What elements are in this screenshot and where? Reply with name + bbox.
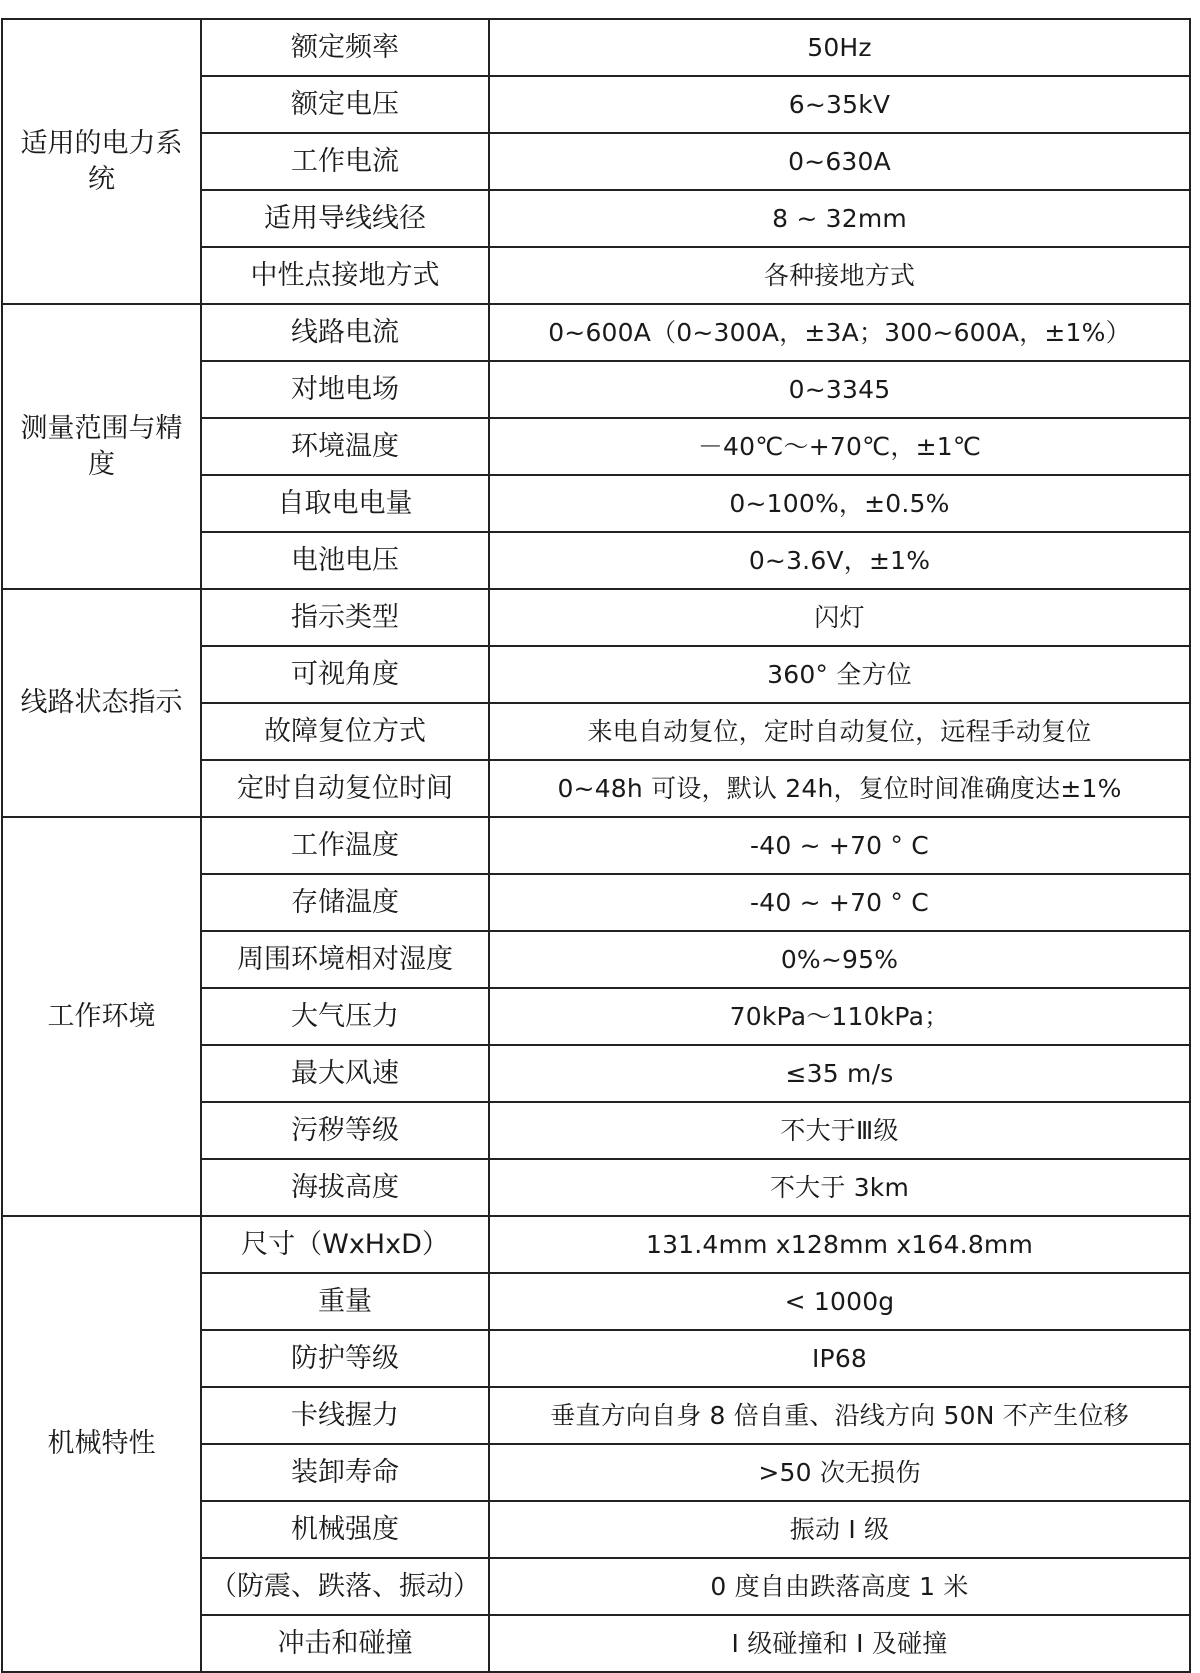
param-value: －40℃～+70℃，±1℃	[489, 418, 1190, 475]
table-row	[2, 1216, 1190, 1273]
param-name: 对地电场	[201, 361, 489, 418]
param-value: IP68	[489, 1330, 1190, 1387]
group-label: 适用的电力系统	[2, 19, 201, 304]
param-name: 冲击和碰撞	[201, 1615, 489, 1672]
param-value: -40 ~ +70 ° C	[489, 874, 1190, 931]
table-row	[2, 817, 1190, 874]
param-name: 尺寸（WxHxD）	[201, 1216, 489, 1273]
param-value: 0~48h 可设，默认 24h，复位时间准确度达±1%	[489, 760, 1190, 817]
param-name: 海拔高度	[201, 1159, 489, 1216]
param-name: 工作电流	[201, 133, 489, 190]
param-value: 70kPa～110kPa；	[489, 988, 1190, 1045]
param-name: 防护等级	[201, 1330, 489, 1387]
param-value: 50Hz	[489, 19, 1190, 76]
group-label: 测量范围与精度	[2, 304, 201, 589]
param-value: < 1000g	[489, 1273, 1190, 1330]
param-name: 中性点接地方式	[201, 247, 489, 304]
param-value: 6~35kV	[489, 76, 1190, 133]
param-value: >50 次无损伤	[489, 1444, 1190, 1501]
param-name: （防震、跌落、振动）	[201, 1558, 489, 1615]
param-value: 0~3345	[489, 361, 1190, 418]
param-value: 0~600A（0~300A，±3A；300~600A，±1%）	[489, 304, 1190, 361]
table-row	[2, 304, 1190, 361]
table-row	[2, 589, 1190, 646]
param-value: ≤35 m/s	[489, 1045, 1190, 1102]
param-value: 0 度自由跌落高度 1 米	[489, 1558, 1190, 1615]
param-name: 污秽等级	[201, 1102, 489, 1159]
param-name: 重量	[201, 1273, 489, 1330]
param-name: 大气压力	[201, 988, 489, 1045]
param-name: 工作温度	[201, 817, 489, 874]
param-value: 振动 I 级	[489, 1501, 1190, 1558]
param-name: 额定电压	[201, 76, 489, 133]
param-name: 环境温度	[201, 418, 489, 475]
param-name: 最大风速	[201, 1045, 489, 1102]
param-value: 0%~95%	[489, 931, 1190, 988]
param-value: 闪灯	[489, 589, 1190, 646]
param-value: I 级碰撞和 I 及碰撞	[489, 1615, 1190, 1672]
param-value: 垂直方向自身 8 倍自重、沿线方向 50N 不产生位移	[489, 1387, 1190, 1444]
param-name: 指示类型	[201, 589, 489, 646]
param-value: 8 ~ 32mm	[489, 190, 1190, 247]
param-value: 0~630A	[489, 133, 1190, 190]
group-label: 工作环境	[2, 817, 201, 1216]
param-name: 电池电压	[201, 532, 489, 589]
param-value: -40 ~ +70 ° C	[489, 817, 1190, 874]
group-label: 线路状态指示	[2, 589, 201, 817]
param-name: 存储温度	[201, 874, 489, 931]
param-name: 故障复位方式	[201, 703, 489, 760]
spec-table-body	[2, 19, 1190, 1672]
param-name: 机械强度	[201, 1501, 489, 1558]
param-value: 131.4mm x128mm x164.8mm	[489, 1216, 1190, 1273]
param-value: 不大于 3km	[489, 1159, 1190, 1216]
param-name: 卡线握力	[201, 1387, 489, 1444]
param-name: 装卸寿命	[201, 1444, 489, 1501]
param-value: 0~100%，±0.5%	[489, 475, 1190, 532]
param-name: 定时自动复位时间	[201, 760, 489, 817]
table-row	[2, 19, 1190, 76]
param-value: 0~3.6V，±1%	[489, 532, 1190, 589]
param-name: 适用导线线径	[201, 190, 489, 247]
param-name: 周围环境相对湿度	[201, 931, 489, 988]
group-label: 机械特性	[2, 1216, 201, 1672]
param-name: 可视角度	[201, 646, 489, 703]
param-value: 不大于Ⅲ级	[489, 1102, 1190, 1159]
param-value: 各种接地方式	[489, 247, 1190, 304]
param-name: 线路电流	[201, 304, 489, 361]
param-value: 360° 全方位	[489, 646, 1190, 703]
spec-table	[1, 18, 1191, 1673]
param-value: 来电自动复位，定时自动复位，远程手动复位	[489, 703, 1190, 760]
param-name: 额定频率	[201, 19, 489, 76]
param-name: 自取电电量	[201, 475, 489, 532]
